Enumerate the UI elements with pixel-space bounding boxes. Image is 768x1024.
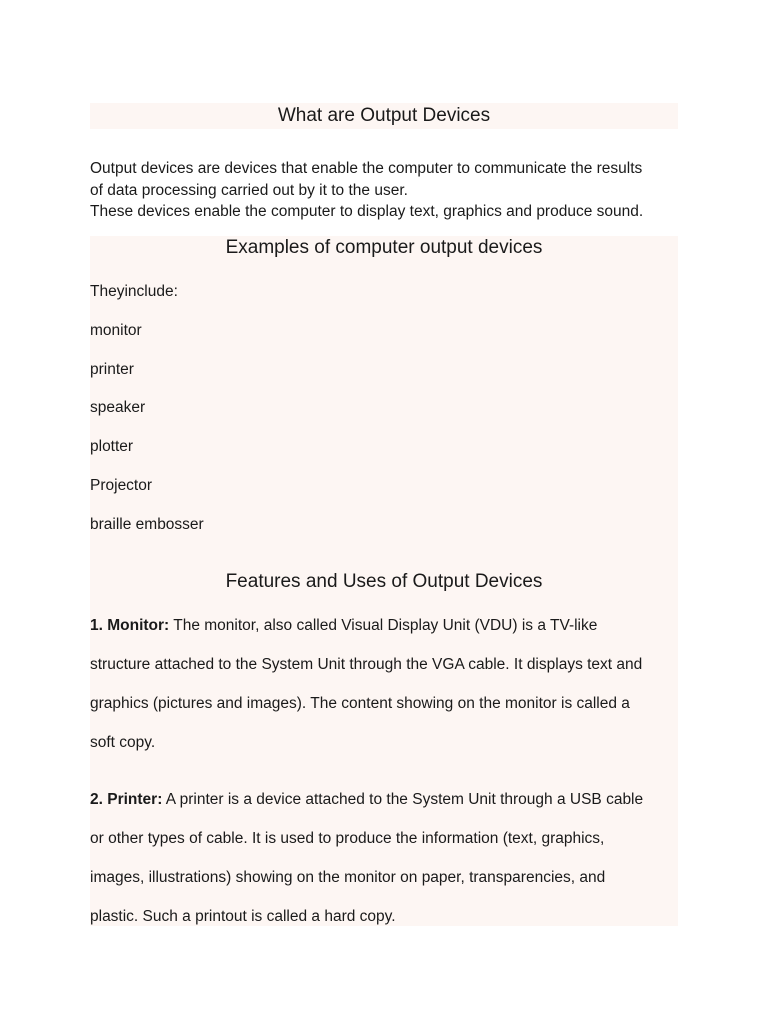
intro-line: of data processing carried out by it to the user. [90, 181, 408, 199]
list-item: Projector [90, 476, 153, 494]
feature-monitor [90, 606, 690, 762]
list-item: monitor [90, 321, 142, 339]
feature-text: A printer is a device attached to the System Unit through a USB cable [162, 791, 644, 808]
list-item: speaker [90, 399, 146, 417]
feature-label: 1. Monitor: [90, 617, 170, 634]
intro-line: Output devices are devices that enable the computer to communicate the results [90, 160, 643, 177]
page-title: What are Output Devices [277, 105, 491, 126]
list-item: printer [90, 360, 134, 378]
feature-text: soft copy. [90, 734, 156, 751]
list-intro: Theyinclude: [90, 283, 178, 300]
feature-text: graphics (pictures and images). The content showing on the monitor is called a [90, 695, 630, 712]
examples-list [90, 282, 204, 554]
intro-line: These devices enable the computer to display text, graphics and produce sound. [90, 203, 644, 220]
feature-printer [90, 780, 690, 936]
feature-label: 2. Printer: [90, 791, 163, 808]
feature-text: or other types of cable. It is used to produce the information (text, graphics, [90, 830, 605, 847]
intro-paragraph [90, 158, 690, 223]
features-heading: Features and Uses of Output Devices [225, 571, 543, 592]
feature-text: The monitor, also called Visual Display Unit (VDU) is a TV-like [169, 617, 598, 634]
feature-text: plastic. Such a printout is called a hard copy. [90, 908, 396, 925]
list-item: braille embosser [90, 515, 204, 533]
feature-text: images, illustrations) showing on the monitor on paper, transparencies, and [90, 869, 606, 886]
examples-heading: Examples of computer output devices [225, 237, 543, 258]
feature-text: structure attached to the System Unit through the VGA cable. It displays text and [90, 656, 643, 673]
list-item: plotter [90, 438, 134, 456]
